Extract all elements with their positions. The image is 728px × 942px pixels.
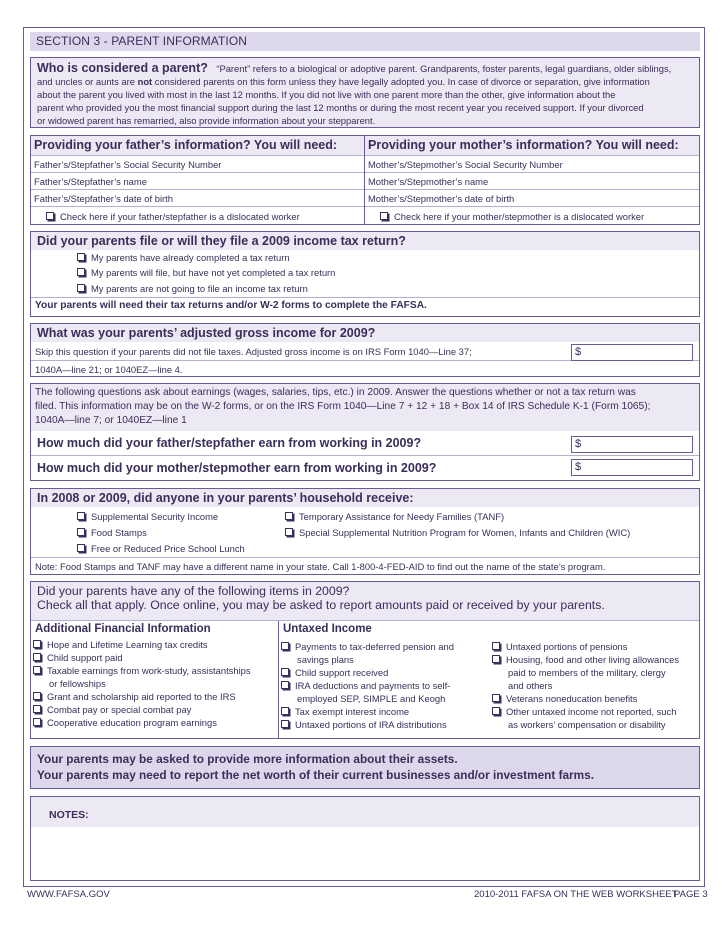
item-continuation: paid to members of the military, clergy [508, 667, 666, 678]
father-item: Father’s/Stepfather’s date of birth [31, 189, 364, 206]
mother-dislocated-checkbox[interactable] [380, 212, 388, 220]
agi-amount-field[interactable]: $ [571, 344, 693, 361]
items-header [31, 582, 699, 620]
benefits-note: Note: Food Stamps and TANF may have a different name in your state. Call 1-800-4-FED-AID to find out the name of the state’s program. [31, 557, 699, 574]
item-continuation: savings plans [297, 654, 354, 665]
father-earnings-question: How much did your father/stepfather earn from working in 2009? [37, 436, 422, 450]
who-parent-text-1: “Parent” refers to a biological or adoptive parent. Grandparents, foster parents, legal guardians, older siblings, [216, 63, 672, 74]
item-option: Veterans noneducation benefits [492, 692, 697, 705]
who-parent-text-4: parent who provided you the most financial support during the last 12 months or during the most recent year you received support. If your divorced [37, 102, 644, 113]
tax-option-checkbox[interactable] [77, 284, 85, 292]
items-heading-1: Did your parents have any of the following items in 2009? [37, 584, 350, 598]
agi-box [30, 323, 700, 377]
father-dislocated-row [31, 206, 364, 225]
item-option: Tax exempt interest income [281, 705, 491, 718]
notes-header [31, 797, 699, 827]
mother-item: Mother’s/Stepmother’s date of birth [365, 189, 699, 206]
additional-financial-column [31, 621, 279, 738]
benefit-checkbox[interactable] [77, 544, 85, 552]
item-option: Taxable earnings from work-study, assistantships [33, 664, 276, 677]
who-parent-text-3: about the parent you lived with most in the last 12 months. If you did not live with one parent more than the other, give information about the [37, 89, 616, 100]
benefit-option: Supplemental Security Income [77, 510, 245, 526]
item-checkbox[interactable] [492, 655, 500, 663]
tax-option: My parents will file, but have not yet completed a tax return [31, 265, 699, 281]
benefit-option: Special Supplemental Nutrition Program for Women, Infants and Children (WIC) [285, 526, 630, 542]
earnings-intro-2: filed. This information may be on the W-2 forms, or on the IRS Form 1040—Line 7 + 12 + 18 + Box 14 of IRS Schedule K-1 (Form 1065); [35, 401, 651, 412]
who-parent-text-5: or widowed parent has remarried, also provide information about your stepparent. [37, 115, 376, 126]
tax-return-note: Your parents will need their tax returns and/or W-2 forms to complete the FAFSA. [31, 297, 699, 316]
items-columns [31, 620, 699, 738]
item-continuation: as workers’ compensation or disability [508, 719, 666, 730]
father-dislocated-checkbox[interactable] [46, 212, 54, 220]
tax-option-checkbox[interactable] [77, 253, 85, 261]
item-option: Payments to tax-deferred pension and [281, 640, 491, 653]
notes-label: NOTES: [49, 809, 89, 821]
item-option: Combat pay or special combat pay [33, 703, 276, 716]
item-checkbox[interactable] [492, 707, 500, 715]
tax-return-heading: Did your parents file or will they file a 2009 income tax return? [31, 232, 699, 250]
assets-line-2: Your parents may need to report the net worth of their current businesses and/or investment farms. [37, 768, 594, 782]
item-option: IRA deductions and payments to self- [281, 679, 491, 692]
item-checkbox[interactable] [492, 694, 500, 702]
item-continuation: or fellowships [49, 678, 106, 689]
tax-return-box [30, 231, 700, 317]
item-option: Other untaxed income not reported, such [492, 705, 697, 718]
agi-line-1: Skip this question if your parents did not file taxes. Adjusted gross income is on IRS Form 1040—Line 37; [35, 346, 472, 357]
item-option: Hope and Lifetime Learning tax credits [33, 638, 276, 651]
benefits-right-column [285, 510, 630, 542]
item-continuation: employed SEP, SIMPLE and Keogh [297, 693, 446, 704]
mother-column [365, 136, 699, 224]
tax-option: My parents have already completed a tax return [31, 250, 699, 265]
item-checkbox[interactable] [33, 640, 41, 648]
item-continuation: and others [508, 680, 553, 691]
item-checkbox[interactable] [33, 718, 41, 726]
footer-page-number: PAGE 3 [674, 889, 708, 900]
parent-info-box [30, 135, 700, 225]
tax-option-checkbox[interactable] [77, 268, 85, 276]
items-heading-2: Check all that apply. Once online, you may be asked to report amounts paid or received by your parents. [37, 598, 605, 612]
benefit-checkbox[interactable] [285, 512, 293, 520]
mother-item: Mother’s/Stepmother’s Social Security Number [365, 155, 699, 172]
father-column [31, 136, 365, 224]
father-earnings-field[interactable]: $ [571, 436, 693, 453]
benefits-box [30, 488, 700, 575]
untaxed-income-title: Untaxed Income [283, 623, 372, 635]
item-checkbox[interactable] [281, 720, 289, 728]
item-checkbox[interactable] [281, 707, 289, 715]
untaxed-col-b [492, 640, 697, 731]
item-option: Child support received [281, 666, 491, 679]
item-checkbox[interactable] [281, 681, 289, 689]
assets-box [30, 746, 700, 789]
mother-item: Mother’s/Stepmother’s name [365, 172, 699, 189]
benefit-checkbox[interactable] [77, 512, 85, 520]
assets-line-1: Your parents may be asked to provide more information about their assets. [37, 752, 458, 766]
section-title: SECTION 3 - PARENT INFORMATION [30, 32, 700, 51]
item-checkbox[interactable] [281, 642, 289, 650]
item-checkbox[interactable] [33, 692, 41, 700]
item-checkbox[interactable] [33, 705, 41, 713]
mother-earnings-question: How much did your mother/stepmother earn from working in 2009? [31, 455, 699, 480]
mother-earnings-field[interactable]: $ [571, 459, 693, 476]
benefit-option: Food Stamps [77, 526, 245, 542]
benefits-heading: In 2008 or 2009, did anyone in your parents’ household receive: [31, 489, 699, 507]
mother-dislocated-row [365, 206, 699, 225]
tax-option: My parents are not going to file an income tax return [31, 281, 699, 297]
who-parent-heading: Who is considered a parent? [37, 61, 208, 75]
mother-dislocated-label: Check here if your mother/stepmother is a dislocated worker [394, 211, 645, 222]
who-parent-text-2: and uncles or aunts are not considered parents on this form unless they have legally adopted you. In case of divorce or separation, give information [37, 76, 650, 87]
items-box [30, 581, 700, 739]
item-checkbox[interactable] [281, 668, 289, 676]
footer-website: WWW.FAFSA.GOV [27, 889, 110, 900]
earnings-intro-1: The following questions ask about earnings (wages, salaries, tips, etc.) in 2009. Answer the questions whether or not a tax return was [35, 387, 636, 398]
who-parent-box [30, 57, 700, 128]
footer-worksheet-title: 2010-2011 FAFSA ON THE WEB WORKSHEET [474, 889, 678, 900]
untaxed-income-column [279, 621, 699, 738]
untaxed-col-a [281, 640, 491, 731]
father-item: Father’s/Stepfather’s name [31, 172, 364, 189]
item-option: Housing, food and other living allowances [492, 653, 697, 666]
earnings-intro-3: 1040A—line 7; or 1040EZ—line 1 [35, 415, 187, 426]
worksheet-page [23, 27, 705, 887]
benefit-checkbox[interactable] [77, 528, 85, 536]
item-option: Untaxed portions of pensions [492, 640, 697, 653]
item-option: Child support paid [33, 651, 276, 664]
father-item: Father’s/Stepfather’s Social Security Number [31, 155, 364, 172]
father-heading: Providing your father’s information? You will need: [31, 136, 364, 155]
earnings-box [30, 383, 700, 481]
mother-heading: Providing your mother’s information? You will need: [365, 136, 699, 155]
father-dislocated-label: Check here if your father/stepfather is a dislocated worker [60, 211, 300, 222]
agi-heading: What was your parents’ adjusted gross income for 2009? [31, 324, 699, 342]
item-checkbox[interactable] [492, 642, 500, 650]
item-option: Untaxed portions of IRA distributions [281, 718, 491, 731]
item-checkbox[interactable] [33, 653, 41, 661]
item-checkbox[interactable] [33, 666, 41, 674]
notes-box[interactable] [30, 796, 700, 881]
benefit-option: Free or Reduced Price School Lunch [77, 542, 245, 558]
item-option: Grant and scholarship aid reported to the IRS [33, 690, 276, 703]
agi-line-2: 1040A—line 21; or 1040EZ—line 4. [31, 360, 699, 376]
benefits-left-column [77, 510, 245, 558]
earnings-intro [31, 384, 699, 431]
item-option: Cooperative education program earnings [33, 716, 276, 729]
additional-financial-title: Additional Financial Information [35, 623, 211, 635]
benefit-option: Temporary Assistance for Needy Families (TANF) [285, 510, 630, 526]
benefit-checkbox[interactable] [285, 528, 293, 536]
